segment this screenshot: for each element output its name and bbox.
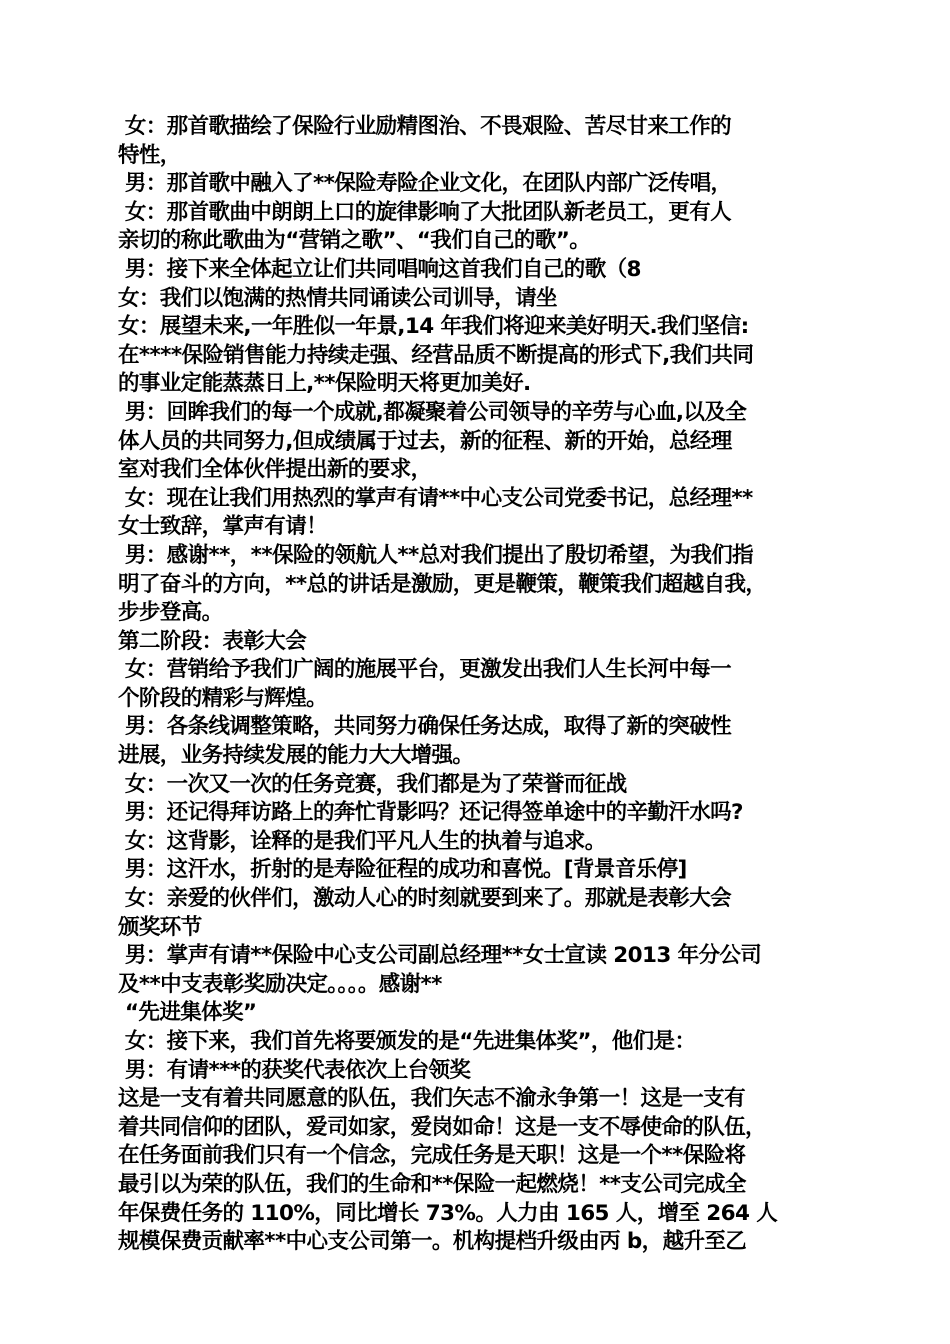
text-line: 在****保险销售能力持续走强、经营品质不断提高的形式下,我们共同 <box>118 342 754 368</box>
text-line: 明了奋斗的方向，**总的讲话是激励，更是鞭策，鞭策我们超越自我， <box>118 571 767 597</box>
text-line: 这是一支有着共同愿意的队伍，我们矢志不渝永争第一！这是一支有 <box>118 1086 746 1112</box>
text-line: 最引以为荣的队伍，我们的生命和**保险一起燃烧！**支公司完成全 <box>118 1171 746 1197</box>
text-line: 步步登高。 <box>118 600 223 626</box>
text-line: 女：亲爱的伙伴们，激动人心的时刻就要到来了。那就是表彰大会 <box>118 886 731 912</box>
text-line: 特性， <box>118 142 181 168</box>
text-line: 在任务面前我们只有一个信念，完成任务是天职！这是一个**保险将 <box>118 1143 746 1169</box>
text-line: 颁奖环节 <box>118 914 202 940</box>
document-page <box>118 113 838 1257</box>
text-line: 男：回眸我们的每一个成就,都凝聚着公司领导的辛劳与心血,以及全 <box>118 399 747 425</box>
text-line: 进展，业务持续发展的能力大大增强。 <box>118 743 474 769</box>
text-line: 男：这汗水，折射的是寿险征程的成功和喜悦。[背景音乐停] <box>118 857 687 883</box>
text-line: 体人员的共同努力,但成绩属于过去，新的征程、新的开始，总经理 <box>118 428 732 454</box>
text-line: 年保费任务的 110%，同比增长 73%。人力由 165 人，增至 264 人 <box>118 1200 778 1226</box>
text-line: 女：营销给予我们广阔的施展平台，更激发出我们人生长河中每一 <box>118 657 731 683</box>
text-line: 男：掌声有请**保险中心支公司副总经理**女士宣读 2013 年分公司 <box>118 943 762 969</box>
text-line: 的事业定能蒸蒸日上,**保险明天将更加美好. <box>118 371 531 397</box>
award-title: “先进集体奖” <box>118 1000 257 1026</box>
text-line: 男：感谢**，**保险的领航人**总对我们提出了殷切希望，为我们指 <box>118 542 754 568</box>
text-line: 男：各条线调整策略，共同努力确保任务达成，取得了新的突破性 <box>118 714 731 740</box>
text-line: 女：那首歌曲中朗朗上口的旋律影响了大批团队新老员工，更有人 <box>118 199 731 225</box>
text-line: 个阶段的精彩与辉煌。 <box>118 685 328 711</box>
text-line: 女：展望未来,一年胜似一年景,14 年我们将迎来美好明天.我们坚信: <box>118 314 749 340</box>
text-line: 男：有请***的获奖代表依次上台领奖 <box>118 1057 471 1083</box>
text-line: 亲切的称此歌曲为“营销之歌”、“我们自己的歌”。 <box>118 228 591 254</box>
text-line: 及**中支表彰奖励决定。。。。感谢** <box>118 971 442 997</box>
text-line: 规模保费贡献率**中心支公司第一。机构提档升级由丙 b，越升至乙 <box>118 1229 747 1255</box>
text-line: 男：接下来全体起立让们共同唱响这首我们自己的歌（8 <box>118 256 641 282</box>
text-line: 女士致辞，掌声有请！ <box>118 514 328 540</box>
text-line: 女：那首歌描绘了保险行业励精图治、不畏艰险、苦尽甘来工作的 <box>118 114 731 139</box>
text-line: 女：现在让我们用热烈的掌声有请**中心支公司党委书记，总经理** <box>118 485 753 511</box>
text-line: 男：还记得拜访路上的奔忙背影吗？还记得签单途中的辛勤汗水吗? <box>118 800 743 826</box>
text-line: 着共同信仰的团队，爱司如家，爱岗如命！这是一支不辱使命的队伍， <box>118 1114 766 1140</box>
text-line: 女：我们以饱满的热情共同诵读公司训导，请坐 <box>118 285 557 311</box>
text-line: 女：这背影，诠释的是我们平凡人生的执着与追求。 <box>118 828 606 854</box>
text-line: 男：那首歌中融入了**保险寿险企业文化，在团队内部广泛传唱， <box>118 171 732 197</box>
text-line: 女：一次又一次的任务竞赛，我们都是为了荣誉而征战 <box>118 771 627 797</box>
section-heading: 第二阶段：表彰大会 <box>118 628 307 654</box>
text-line: 女：接下来，我们首先将要颁发的是“先进集体奖”，他们是： <box>118 1029 696 1054</box>
text-line: 室对我们全体伙伴提出新的要求， <box>118 457 432 483</box>
